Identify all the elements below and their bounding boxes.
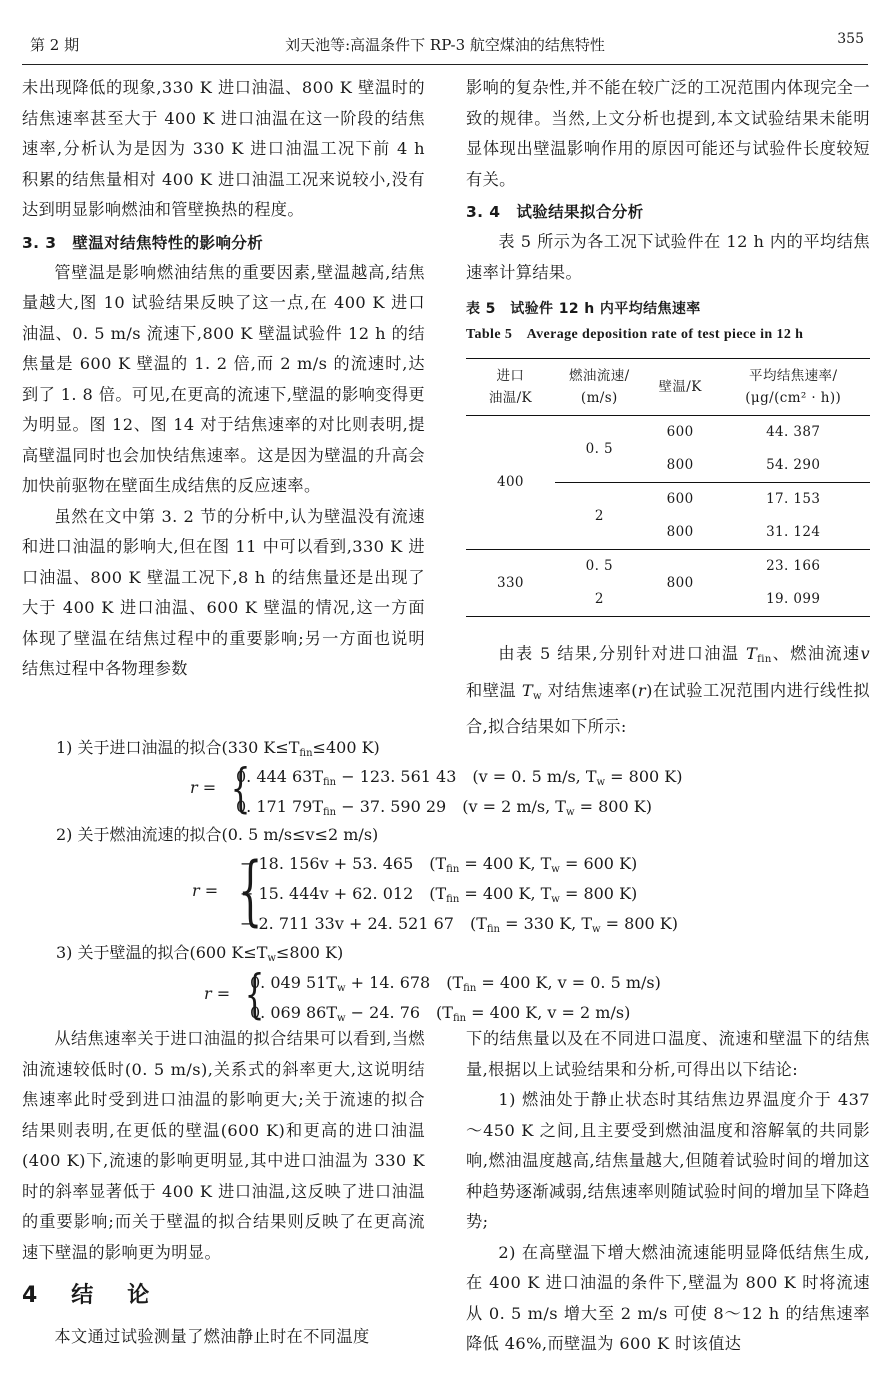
cell-temp: 330 xyxy=(496,574,524,591)
table-header-row xyxy=(466,359,870,416)
brace: { xyxy=(244,965,265,1025)
paragraph: 未出现降低的现象,330 K 进口油温、800 K 壁温时的结焦速率甚至大于 400 K 进口油温在这一阶段的结焦速率,分析认为是因为 330 K 进口油温工况下前 4 h 积累的结焦量相对 400 K 进口油温工况来说较小,没有达到明显影响燃油和管壁换热的程度。 xyxy=(22,78,425,219)
page-number: 355 xyxy=(837,31,864,47)
cell-wall: 800 xyxy=(666,574,694,591)
header-cell: 平均结焦速率/ (μg/(cm² · h)) xyxy=(745,368,842,406)
fit-heading-2: 2) 关于燃油流速的拟合(0. 5 m/s≤v≤2 m/s) xyxy=(56,825,379,844)
equation-2a: − 18. 156v + 53. 465 ($T_{fin} = 400$ K, $T_w = 600$ K) xyxy=(240,854,638,875)
cell-rate: 19. 099 xyxy=(766,591,821,608)
paragraph: 管壁温是影响燃油结焦的重要因素,壁温越高,结焦量越大,图 10 试验结果反映了这一点,在 400 K 进口油温、0. 5 m/s 流速下,800 K 壁温试验件 12 h 的结焦量是 600 K 壁温的 1. 2 倍,而 2 m/s 的流速时,达到了 1. 8 倍。可见,在更高的流速下,壁温的影响变得更为明显。图 12、图 14 对于结焦速率的对比则表明,提高壁温同时也会加快结焦速率。这是因为壁温的升高会加快前驱物在壁面生成结焦的反应速率。 xyxy=(22,262,426,495)
cell-wall: 800 xyxy=(644,516,717,550)
equation-3a: 0. 049 $51T_w + 14$. 678 ($T_{fin} = 400$ K, v = 0. 5 m/s) xyxy=(250,973,661,994)
cell-wall: 600 xyxy=(666,491,694,508)
table-5 xyxy=(466,298,870,617)
brace: { xyxy=(230,759,251,819)
section-heading-4: 4 结 论 xyxy=(22,1283,156,1308)
page-header xyxy=(22,31,868,65)
paragraph: 从结焦速率关于进口油温的拟合结果可以看到,当燃油流速较低时(0. 5 m/s),关系式的斜率更大,这说明结焦速率此时受到进口油温的影响更大;关于流速的拟合结果则表明,在更低的壁温(600 K)和更高的进口油温(400 K)下,流速的影响更明显,其中进口油温为 330 K 时的斜率显著低于 400 K 进口油温,这反映了进口油温的重要影响;而关于壁温的拟合结果则反映了在更高流速下壁温的影响更为明显。 xyxy=(22,1029,425,1262)
brace: { xyxy=(238,845,263,934)
cell-rate: 23. 166 xyxy=(766,558,821,575)
paragraph: 影响的复杂性,并不能在较广泛的工况范围内体现完全一致的规律。当然,上文分析也提到,本文试验结果未能明显体现出壁温影响作用的原因可能还与试验件长度较短有关。 xyxy=(466,78,870,189)
cell-flow: 2 xyxy=(594,591,604,608)
paragraph: 虽然在文中第 3. 2 节的分析中,认为壁温没有流速和进口油温的影响大,但在图 11 中可以看到,330 K 进口油温、800 K 壁温工况下,8 h 的结焦量还是出现了大于 400 K 进口油温、600 K 壁温的情况,这一方面体现了壁温在结焦过程中的重要影响;另一方面也说明结焦过程中各物理参数 xyxy=(22,506,425,678)
left-column-top xyxy=(22,73,425,685)
section-heading-3-4: 3. 4 试验结果拟合分析 xyxy=(466,203,644,221)
equation-3b: 0. 069 $86T_w - 24$. 76 ($T_{fin} = 400$ K, v = 2 m/s) xyxy=(250,1003,631,1024)
issue-number: 第 2 期 xyxy=(30,36,80,54)
header-cell: 进口 油温/K xyxy=(488,368,533,406)
r-symbol: r = xyxy=(190,778,217,797)
paragraph: 1) 燃油处于静止状态时其结焦边界温度介于 437～450 K 之间,且主要受到燃油温度和溶解氧的共同影响,燃油温度越高,结焦量越大,但随着试验时间的增加这种趋势逐渐减弱,结焦速率则随试验时间的增加呈下降趋势; xyxy=(466,1090,870,1231)
running-title: 刘天池等:高温条件下 RP-3 航空煤油的结焦特性 xyxy=(285,36,605,54)
cell-rate: 31. 124 xyxy=(716,516,870,550)
table-row xyxy=(466,550,870,584)
equation-2c: − 2. 711 33v + 24. 521 67 ($T_{fin} = 330$ K, $T_w = 800$ K) xyxy=(240,914,678,935)
table-caption-zh: 表 5 试验件 12 h 内平均结焦速率 xyxy=(466,301,701,317)
header-cell: 燃油流速/ (m/s) xyxy=(569,368,630,406)
cell-wall: 600 xyxy=(666,424,694,441)
right-column-bottom xyxy=(466,1024,870,1360)
cell-rate: 54. 290 xyxy=(716,449,870,483)
cell-rate: 44. 387 xyxy=(766,424,821,441)
paragraph: 下的结焦量以及在不同进口温度、流速和壁温下的结焦量,根据以上试验结果和分析,可得出以下结论: xyxy=(466,1029,870,1079)
cell-rate: 17. 153 xyxy=(766,491,821,508)
right-column-top xyxy=(466,73,870,743)
equation-1b: 0. 171 $79T_{fin} - 37$. 590 29 (v = 2 m/s, $T_w = 800$ K) xyxy=(236,797,652,818)
section-heading-3-3: 3. 3 壁温对结焦特性的影响分析 xyxy=(22,233,264,252)
table-caption-en: Table 5 Average deposition rate of test piece in 12 h xyxy=(466,327,804,342)
paragraph: 2) 在高壁温下增大燃油流速能明显降低结焦生成,在 400 K 进口油温的条件下,壁温为 800 K 时将流速从 0. 5 m/s 增大至 2 m/s 可使 8～12 h 的结焦速率降低 46%,而壁温为 600 K 时该值达 xyxy=(466,1242,870,1353)
fit-heading-1: 1) 关于进口油温的拟合(330 $K\le T_{fin}\le 400$ K) xyxy=(56,738,380,759)
equation-1a: 0. 444 $63T_{fin} - 123$. 561 43 (v = 0. 5 m/s, $T_w = 800$ K) xyxy=(236,767,683,788)
r-symbol: r = xyxy=(192,881,219,900)
paragraph: 由表 5 结果,分别针对进口油温 $T_{fin}$、燃油流速v 和壁温 $T_w$ 对结焦速率(r)在试验工况范围内进行线性拟合,拟合结果如下所示: xyxy=(466,644,871,736)
cell-wall: 800 xyxy=(644,449,717,483)
paragraph: 本文通过试验测量了燃油静止时在不同温度 xyxy=(54,1327,370,1346)
cell-temp: 400 xyxy=(496,474,524,491)
fit-heading-3: 3) 关于壁温的拟合(600 $K\le T_w\le 800$ K) xyxy=(56,943,344,964)
header-cell: 壁温/K xyxy=(658,379,702,395)
left-column-bottom xyxy=(22,1024,425,1353)
table-row xyxy=(466,416,870,450)
cell-flow: 0. 5 xyxy=(585,440,613,457)
paragraph: 表 5 所示为各工况下试验件在 12 h 内的平均结焦速率计算结果。 xyxy=(466,232,870,282)
r-symbol: r = xyxy=(204,984,231,1003)
data-table xyxy=(466,358,870,617)
cell-flow: 0. 5 xyxy=(585,558,613,575)
equation-2b: − 15. 444v + 62. 012 ($T_{fin} = 400$ K, $T_w = 800$ K) xyxy=(240,884,638,905)
cell-flow: 2 xyxy=(594,507,604,524)
